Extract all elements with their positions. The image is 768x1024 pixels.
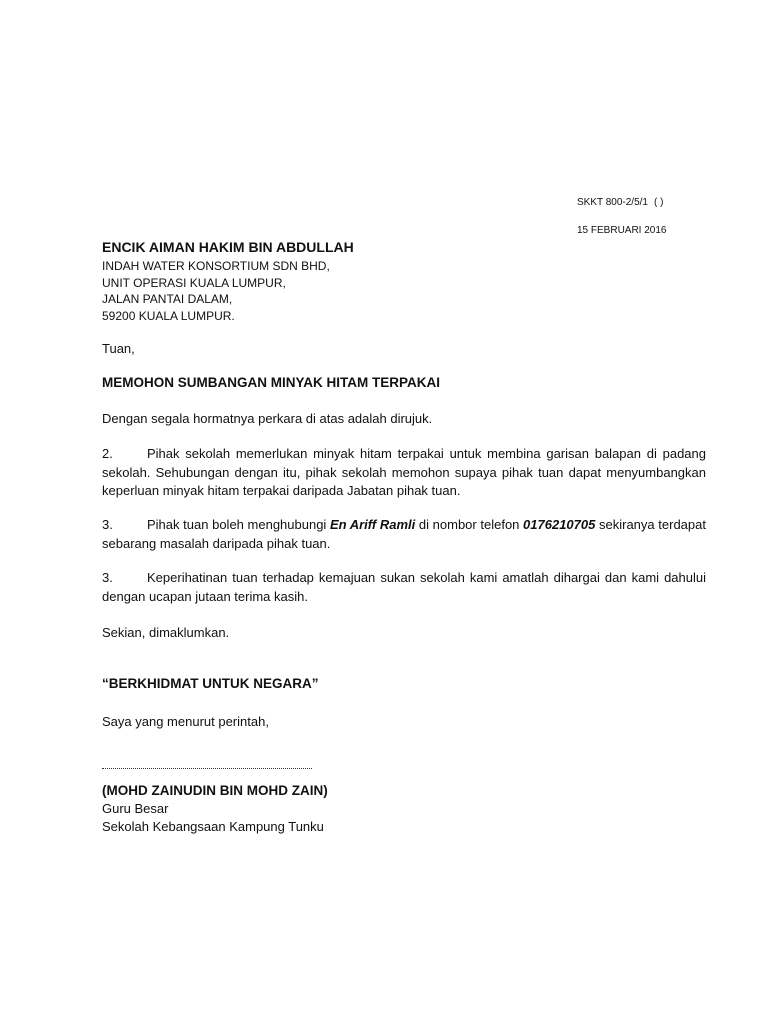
letter-date: 15 FEBRUARI 2016 (577, 225, 667, 236)
signer-organization: Sekolah Kebangsaan Kampung Tunku (102, 819, 324, 834)
address-line: 59200 KUALA LUMPUR. (102, 308, 235, 323)
address-line: INDAH WATER KONSORTIUM SDN BHD, (102, 259, 330, 273)
addressee-name: ENCIK AIMAN HAKIM BIN ABDULLAH (102, 239, 354, 255)
paragraph-2 (102, 445, 706, 501)
paragraph-number: 3. (102, 517, 113, 532)
signature-line (102, 768, 312, 769)
motto: “BERKHIDMAT UNTUK NEGARA” (102, 676, 319, 691)
intro-paragraph: Dengan segala hormatnya perkara di atas adalah dirujuk. (102, 411, 433, 426)
paragraph-3 (102, 516, 706, 553)
letter-subject: MEMOHON SUMBANGAN MINYAK HITAM TERPAKAI (102, 375, 440, 390)
paragraph-text: sekiranya terdapat sebarang masalah daripada pihak tuan. (102, 517, 706, 551)
reference-number (577, 197, 663, 208)
paragraph-4 (102, 569, 706, 606)
signer-name: (MOHD ZAINUDIN BIN MOHD ZAIN) (102, 783, 328, 798)
addressee-address (102, 258, 330, 324)
reference-bracket: ( ) (653, 197, 664, 208)
paragraph-text: Pihak tuan boleh menghubungi (147, 517, 330, 532)
closing-line: Sekian, dimaklumkan. (102, 625, 230, 640)
paragraph-number: 2. (102, 446, 113, 461)
paragraph-text: Pihak sekolah memerlukan minyak hitam terpakai untuk membina garisan balapan di padang sekolah. Sehubungan dengan itu, pihak sekolah memohon supaya pihak tuan dapat menyumbangkan keperluan minyak hitam terpakai daripada Jabatan pihak tuan. (102, 446, 706, 498)
address-line: JALAN PANTAI DALAM, (102, 292, 233, 306)
paragraph-text: Keperihatinan tuan terhadap kemajuan sukan sekolah kami amatlah dihargai dan kami dahului dengan ucapan jutaan terima kasih. (102, 570, 706, 604)
contact-name: En Ariff Ramli (329, 517, 416, 532)
reference-code: SKKT 800-2/5/1 (577, 197, 648, 208)
paragraph-text: di nombor telefon (415, 517, 524, 532)
salutation: Tuan, (102, 341, 135, 356)
address-line: UNIT OPERASI KUALA LUMPUR, (102, 275, 286, 290)
contact-phone: 0176210705 (523, 517, 596, 532)
signer-title: Guru Besar (102, 801, 169, 816)
order-line: Saya yang menurut perintah, (102, 714, 269, 729)
paragraph-number: 3. (102, 570, 113, 585)
